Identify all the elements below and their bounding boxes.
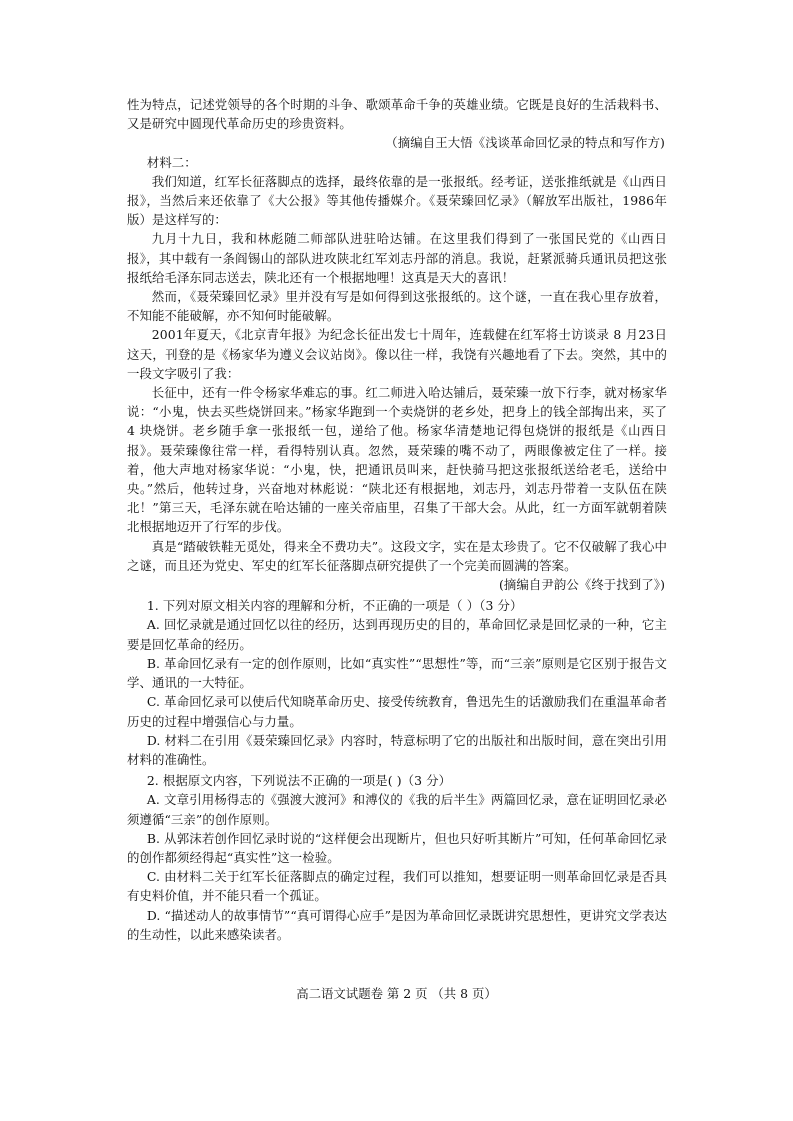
question-2-option-d: D. “描述动人的故事情节”“真可谓得心应手”是因为革命回忆录既讲究思想性，更讲究文学表达的生动性，以此来感染读者。 [127,907,667,942]
question-1-option-d: D. 材料二在引用《聂荣臻回忆录》内容时，特意标明了它的出版社和出版时间，意在突出引用材料的准确性。 [127,732,667,767]
material1-source: （摘编自王大悟《浅谈革命回忆录的特点和写作方) [385,135,665,151]
exam-page-content [127,95,667,944]
material2-paragraph: 我们知道，红军长征落脚点的选择，最终依靠的是一张报纸。经考证，送张推纸就是《山西日报》，当然后来还依靠了《大公报》等其他传播媒介。《聂荣臻回忆录》（解放军出版社，1986年版）是这样写的： [127,173,667,228]
material2-heading: 材料二： [146,154,197,170]
material2-paragraph: 真是“踏破铁鞋无觅处，得来全不费功夫”。这段文字，实在是太珍贵了。它不仅破解了我心中之谜，而且还为党史、军史的红军长征落脚点研究提供了一个完美而圆满的答案。 [127,538,667,573]
material2-quote-paragraph: 长征中，还有一件令杨家华难忘的事。红二师进入哈达铺后，聂荣臻一放下行李，就对杨家华说：“小鬼，快去买些烧饼回来。”杨家华跑到一个卖烧饼的老乡处，把身上的钱全部掏出来，买了 4 块烧饼。老乡随手拿一张报纸一包，递给了他。杨家华清楚地记得包烧饼的报纸是《山西日报》。聂荣臻像往常一样，看得特别认真。忽然，聂荣臻的嘴不动了，两眼像被定住了一样。接着，他大声地对杨家华说：“小鬼，快，把通讯员叫来，赶快骑马把这张报纸送给老毛，送给中央。”然后，他转过身，兴奋地对林彪说：“陕北还有根据地，刘志丹，刘志丹带着一支队伍在陕北！”第三天，毛泽东就在哈达铺的一座关帝庙里，召集了干部大会。从此，红一方面军就朝着陕北根据地迈开了行军的步伐。 [127,385,667,535]
question-1-stem: 1. 下列对原文相关内容的理解和分析，不正确的一项是（ ）（3 分） [146,598,523,614]
question-2-stem: 2. 根据原文内容，下列说法不正确的一项是( )（3 分） [146,773,452,789]
question-2-option-c: C. 由材料二关于红军长征落脚点的确定过程，我们可以推知，想要证明一则革命回忆录是否具有史料价值，并不能只看一个孤证。 [127,869,667,904]
material2-paragraph: 九月十九日，我和林彪随二师部队进驻哈达铺。在这里我们得到了一张国民党的《山西日报》，其中载有一条阎锡山的部队进攻陕北红军刘志丹部的消息。我说，赶紧派骑兵通讯员把这张报纸给毛泽东同志送去，陕北还有一个根据地哩！这真是天大的喜讯！ [127,231,667,285]
question-1-option-a: A. 回忆录就是通过回忆以往的经历，达到再现历史的目的，革命回忆录是回忆录的一种，它主要是回忆革命的经历。 [127,617,667,652]
material2-paragraph: 2001年夏天，《北京青年报》为纪念长征出发七十周年，连载健在红军将士访谈录 8 月23日这天，刊登的是《杨家华为遵义会议站岗》。像以往一样，我饶有兴趣地看了下去。突然，其中的一段文字吸引了我： [127,327,667,381]
material1-tail-text: 性为特点，记述党领导的各个时期的斗争、歌颂革命千争的英雄业绩。它既是良好的生活栽料书、又是研究中圆现代革命历史的珍贵资料。 [127,97,667,132]
page-footer: 高二语文试题卷 第 2 页 （共 8 页） [296,986,497,1001]
material2-source: (摘编自尹韵公《终于找到了》) [498,577,665,593]
question-1-option-c: C. 革命回忆录可以使后代知晓革命历史、接受传统教育，鲁迅先生的话激励我们在重温革命者历史的过程中增强信心与力量。 [127,694,667,729]
question-1-option-b: B. 革命回忆录有一定的创作原则，比如“真实性”“思想性”等，而“三亲”原则是它区别于报告文学、通讯的一大特征。 [127,655,667,691]
question-2-option-a: A. 文章引用杨得志的《强渡大渡河》和溥仪的《我的后半生》两篇回忆录，意在证明回忆录必须遵循“三亲”的创作原则。 [127,792,667,827]
material2-paragraph: 然而，《聂荣臻回忆录》里并没有写是如何得到这张报纸的。这个谜，一直在我心里存放着，不知能不能破解，亦不知何时能破解。 [127,289,667,324]
question-2-option-b: B. 从郭沫若创作回忆录时说的“这样便会出现断片，但也只好听其断片”可知，任何革命回忆录的创作都须经得起“真实性”这一检验。 [127,830,667,865]
